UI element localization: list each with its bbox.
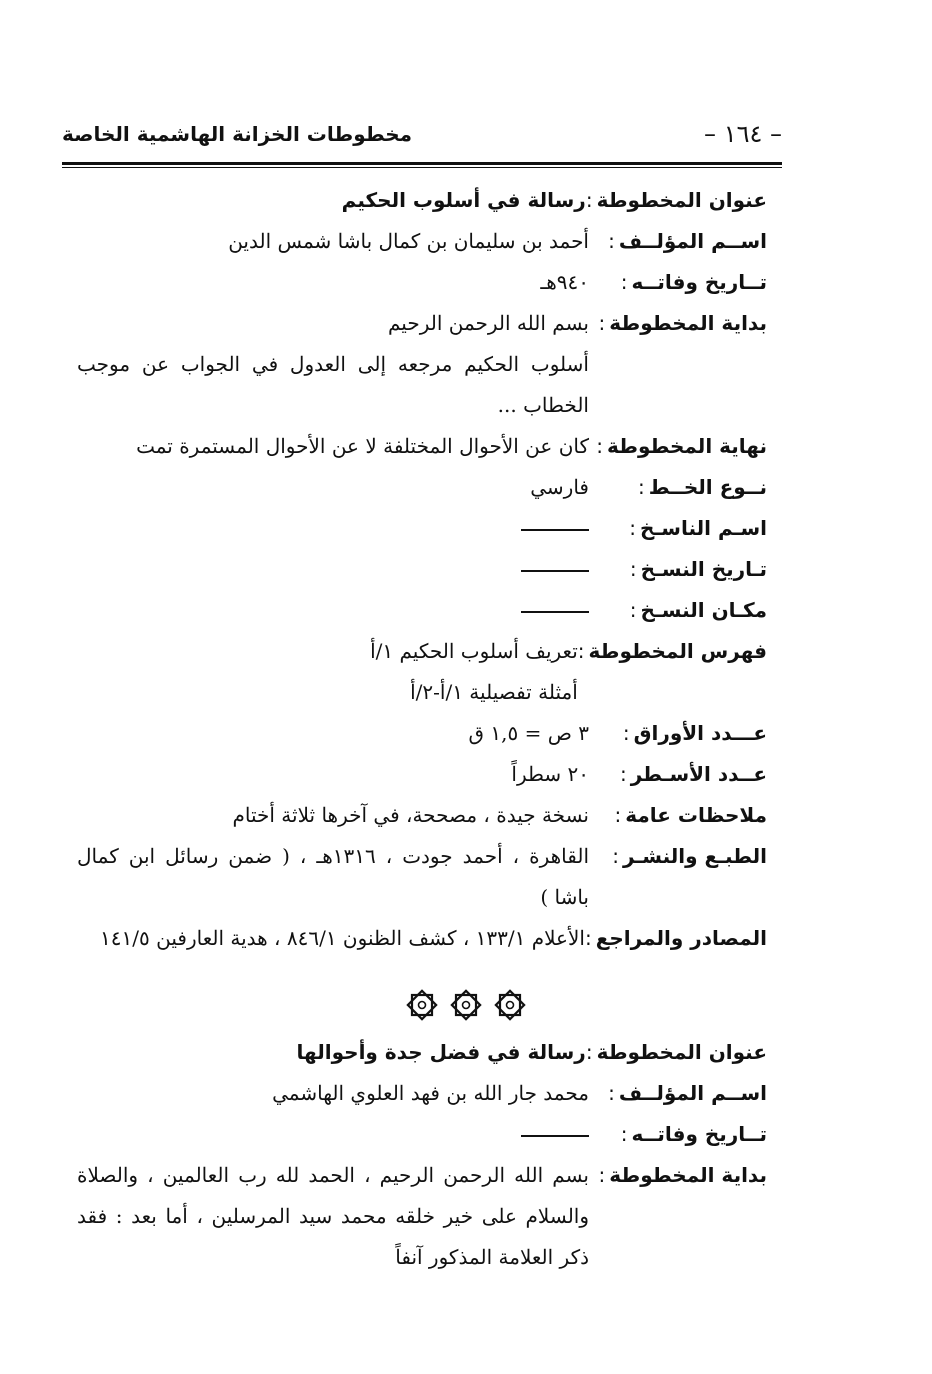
field-label: نــوع الخــط (648, 475, 767, 499)
field-incipit (67, 1155, 767, 1278)
field-colon: : (638, 475, 645, 499)
field-explicit (67, 426, 767, 467)
field-value-continued: أسلوب الحكيم مرجعه إلى العدول في الجواب عن موجب الخطاب ... (77, 352, 589, 417)
field-value: بسم الله الرحمن الرحيم ، الحمد لله رب العالمين ، والصلاة والسلام على خير خلقه محمد سيد المرسلين ، أما بعد : فقد ذكر العلامة المذكور آنفاً (77, 1163, 589, 1269)
field-label: تــاريخ وفاتــه (631, 1122, 767, 1146)
field-label: عـــدد الأوراق (633, 721, 767, 745)
field-label: اســم المؤلــف (618, 229, 767, 253)
blank-line (521, 1135, 589, 1137)
field-lines-count (67, 754, 767, 795)
field-label: تـاريخ النسـخ (640, 557, 767, 581)
field-value: تعريف أسلوب الحكيم ١/أ (370, 639, 578, 663)
manuscript-record-1 (67, 180, 767, 959)
field-colon: : (619, 762, 627, 786)
page-header (62, 118, 782, 162)
field-value: الأعلام ١٣٣/١ ، كشف الظنون ٨٤٦/١ ، هدية العارفين ١٤١/٥ (100, 926, 585, 950)
field-author (67, 221, 767, 262)
field-value: ٣ ص = ١,٥ ق (468, 721, 589, 745)
field-copy-date (67, 549, 767, 590)
field-colon: : (608, 1081, 615, 1105)
field-colon: : (612, 844, 619, 868)
field-colon: : (629, 557, 637, 581)
field-notes (67, 795, 767, 836)
field-label: نهاية المخطوطة (607, 434, 767, 458)
field-colon: : (620, 270, 628, 294)
field-colon: : (577, 639, 585, 663)
field-colon: : (598, 1163, 606, 1187)
field-label: الطبـع والنشـر (622, 844, 767, 868)
field-label: فهرس المخطوطة (588, 639, 767, 663)
field-value: أحمد بن سليمان بن كمال باشا شمس الدين (228, 229, 589, 253)
field-colon: : (584, 926, 592, 950)
field-label: بداية المخطوطة (609, 311, 767, 335)
field-value: القاهرة ، أحمد جودت ، ١٣١٦هـ ، ( ضمن رسائل ابن كمال باشا ) (77, 844, 590, 909)
field-label: ملاحظات عامة (625, 803, 767, 827)
field-death-date (67, 1114, 767, 1155)
field-copy-place (67, 590, 767, 631)
header-rule-thick (62, 162, 782, 165)
field-author (67, 1073, 767, 1114)
field-value: فارسي (530, 475, 589, 499)
field-label: اســم المؤلــف (618, 1081, 767, 1105)
field-label: بداية المخطوطة (609, 1163, 767, 1187)
field-label: مكـان النسـخ (640, 598, 767, 622)
field-colon: : (629, 598, 637, 622)
field-value-continued: أمثلة تفصيلية ١/أ-٢/أ (410, 680, 578, 704)
header-rule-thin (62, 167, 782, 168)
page-number: – ١٦٤ – (704, 120, 782, 148)
field-label: اسـم الناسـخ (640, 516, 767, 540)
running-title: مخطوطات الخزانة الهاشمية الخاصة (62, 122, 413, 146)
field-value: ٩٤٠هـ (540, 270, 589, 294)
section-separator (0, 988, 932, 1028)
field-sources (67, 918, 767, 959)
field-colon: : (629, 516, 637, 540)
eight-point-star-ornament-icon (493, 988, 527, 1022)
field-title (67, 180, 767, 221)
blank-line (521, 570, 589, 572)
field-colon: : (598, 311, 606, 335)
field-leaves-count (67, 713, 767, 754)
blank-line (521, 611, 589, 613)
field-title (67, 1032, 767, 1073)
eight-point-star-ornament-icon (405, 988, 439, 1022)
blank-line (521, 529, 589, 531)
field-colon: : (585, 188, 593, 212)
field-incipit (67, 303, 767, 426)
field-label: عنوان المخطوطة (596, 1040, 767, 1064)
field-value: رسالة في أسلوب الحكيم (341, 188, 586, 212)
field-value: نسخة جيدة ، مصححة، في آخرها ثلاثة أختام (232, 803, 589, 827)
field-colon: : (608, 229, 615, 253)
field-colon: : (614, 803, 622, 827)
field-label: عنوان المخطوطة (596, 188, 767, 212)
field-label: تــاريخ وفاتــه (631, 270, 767, 294)
field-colon: : (620, 1122, 628, 1146)
manuscript-record-2 (67, 1032, 767, 1278)
field-copyist (67, 508, 767, 549)
field-colon: : (622, 721, 630, 745)
field-value: رسالة في فضل جدة وأحوالها (296, 1040, 586, 1064)
field-value: محمد جار الله بن فهد العلوي الهاشمي (272, 1081, 589, 1105)
field-label: المصادر والمراجع (595, 926, 767, 950)
field-index (67, 631, 767, 713)
eight-point-star-ornament-icon (449, 988, 483, 1022)
field-publication (67, 836, 767, 918)
field-death-date (67, 262, 767, 303)
field-colon: : (585, 1040, 593, 1064)
field-value: كان عن الأحوال المختلفة لا عن الأحوال المستمرة تمت (136, 434, 589, 458)
field-value: ٢٠ سطراً (511, 762, 589, 786)
field-script-type (67, 467, 767, 508)
field-label: عــدد الأسـطر (630, 762, 767, 786)
field-colon: : (596, 434, 603, 458)
field-value: بسم الله الرحمن الرحيم (387, 311, 589, 335)
